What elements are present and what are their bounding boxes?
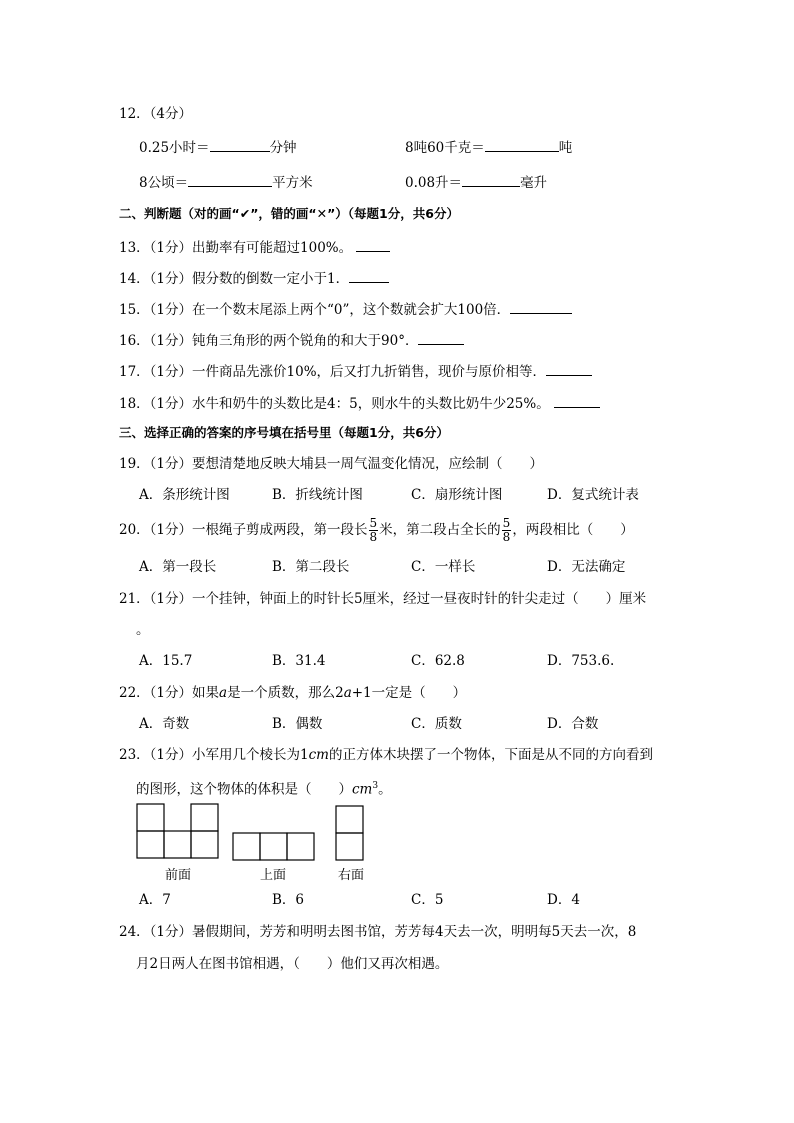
- q23-line1: [119, 746, 653, 764]
- judge-text: 13．（1分）出勤率有可能超过100%。: [119, 240, 353, 256]
- cube-face: [287, 833, 314, 860]
- q12-c-left: 8公顷＝: [139, 175, 189, 191]
- cube-face: [191, 831, 218, 858]
- q24-line2: 月2日两人在图书馆相遇，（ ）他们又再次相遇。: [136, 956, 449, 972]
- q20-part1: 20．（1分）一根绳子剪成两段，第一段长: [119, 522, 368, 538]
- variable: a: [219, 685, 228, 701]
- q12-a-right: 分钟: [269, 140, 297, 156]
- judge-text: 15．（1分）在一个数末尾添上两个“0”，这个数就会扩大100倍．: [119, 302, 511, 318]
- q12-a: [139, 137, 297, 157]
- option-c[interactable]: C．扇形统计图: [411, 487, 503, 503]
- q24-line1: 24．（1分）暑假期间，芳芳和明明去图书馆，芳芳每4天去一次，明明每5天去一次，8: [119, 924, 637, 940]
- option-a[interactable]: A．奇数: [139, 716, 190, 732]
- q12-d-left: 0.08升＝: [405, 175, 463, 191]
- cube-face: [191, 804, 218, 831]
- q12-b-right: 吨: [558, 140, 573, 156]
- q23-line2: [136, 777, 392, 799]
- option-a[interactable]: A．15.7: [139, 653, 193, 669]
- answer-blank[interactable]: [188, 172, 272, 187]
- judge-text: 14．（1分）假分数的倒数一定小于1．: [119, 271, 350, 287]
- q23-part1: 23．（1分）小军用几个棱长为1: [119, 747, 309, 763]
- fraction: [502, 517, 512, 544]
- option-d[interactable]: D．753.6.: [547, 653, 615, 669]
- q12-c: [139, 172, 313, 192]
- cube-face: [164, 831, 191, 858]
- option-d[interactable]: D．复式统计表: [547, 487, 639, 503]
- fraction-denominator: 8: [369, 530, 378, 544]
- judge-question: [119, 330, 464, 350]
- q12-c-right: 平方米: [272, 175, 313, 191]
- q12-a-left: 0.25小时＝: [139, 140, 210, 156]
- option-a[interactable]: A．第一段长: [139, 559, 217, 575]
- judge-text: 17．（1分）一件商品先涨价10%，后又打九折销售，现价与原价相等．: [119, 364, 547, 380]
- q23-line2b: 。: [378, 781, 392, 798]
- option-b[interactable]: B．折线统计图: [272, 487, 363, 503]
- q12-b: [405, 137, 572, 157]
- q21-line2: 。: [136, 622, 150, 638]
- answer-blank[interactable]: [210, 137, 270, 152]
- section2-title: 二、判断题（对的画“✔”，错的画“✕”）（每题1分，共6分）: [119, 206, 459, 221]
- q22-part1: 22．（1分）如果: [119, 685, 220, 701]
- cube-face: [336, 833, 363, 860]
- judge-question: [119, 268, 389, 288]
- caption-front: 前面: [165, 868, 192, 883]
- q22-part3: +1一定是（ ）: [351, 685, 467, 701]
- fraction: [369, 517, 379, 544]
- option-c[interactable]: C．5: [411, 892, 444, 908]
- front-view-figure: [136, 802, 220, 860]
- fraction-numerator: 5: [369, 516, 378, 530]
- judge-question: [119, 237, 390, 257]
- judge-question: [119, 299, 572, 319]
- unit: cm: [308, 747, 329, 763]
- cube-face: [260, 833, 287, 860]
- cube-face: [336, 806, 363, 833]
- option-a[interactable]: A．条形统计图: [139, 487, 230, 503]
- q21-line1: 21．（1分）一个挂钟，钟面上的时针长5厘米，经过一昼夜时针的针尖走过（ ）厘米: [119, 591, 647, 607]
- section3-title: 三、选择正确的答案的序号填在括号里（每题1分，共6分）: [119, 425, 449, 440]
- q12-d: [405, 172, 547, 192]
- option-c[interactable]: C．一样长: [411, 559, 476, 575]
- cube-face: [137, 831, 164, 858]
- answer-blank[interactable]: [418, 330, 464, 345]
- superscript: 3: [372, 781, 379, 791]
- cube-face: [233, 833, 260, 860]
- q19-text: 19．（1分）要想清楚地反映大埔县一周气温变化情况，应绘制（ ）: [119, 456, 544, 472]
- unit: cm: [352, 781, 373, 798]
- q12-b-left: 8吨60千克＝: [405, 140, 485, 156]
- option-d[interactable]: D．无法确定: [547, 559, 626, 575]
- option-c[interactable]: C．质数: [411, 716, 462, 732]
- answer-blank[interactable]: [462, 172, 520, 187]
- judge-question: [119, 393, 600, 413]
- top-view-figure: [232, 832, 316, 862]
- judge-text: 18．（1分）水牛和奶牛的头数比是4：5，则水牛的头数比奶牛少25%。: [119, 396, 550, 412]
- option-b[interactable]: B．31.4: [272, 653, 326, 669]
- answer-blank[interactable]: [546, 361, 592, 376]
- answer-blank[interactable]: [485, 137, 559, 152]
- q20-part3: ，两段相比（ ）: [512, 522, 634, 538]
- answer-blank[interactable]: [554, 393, 600, 408]
- q22-text: [119, 684, 466, 702]
- right-view-figure: [335, 805, 365, 862]
- cube-face: [137, 804, 164, 831]
- option-b[interactable]: B．6: [272, 892, 305, 908]
- answer-blank[interactable]: [510, 299, 572, 314]
- q23-line2a: 的图形，这个物体的体积是（ ）: [136, 781, 352, 798]
- q23-part2: 的正方体木块摆了一个物体，下面是从不同的方向看到: [328, 747, 653, 763]
- answer-blank[interactable]: [356, 237, 390, 252]
- q12-d-right: 毫升: [520, 175, 548, 191]
- variable: a: [343, 685, 352, 701]
- q22-part2: 是一个质数，那么2: [227, 685, 344, 701]
- option-b[interactable]: B．偶数: [272, 716, 323, 732]
- q12-head: 12．（4分）: [119, 106, 193, 122]
- caption-top: 上面: [260, 868, 287, 883]
- option-c[interactable]: C．62.8: [411, 653, 465, 669]
- judge-question: [119, 361, 592, 381]
- option-d[interactable]: D．4: [547, 892, 580, 908]
- answer-blank[interactable]: [349, 268, 389, 283]
- option-d[interactable]: D．合数: [547, 716, 599, 732]
- q20-part2: 米，第二段占全长的: [379, 522, 501, 538]
- option-b[interactable]: B．第二段长: [272, 559, 350, 575]
- option-a[interactable]: A．7: [139, 892, 171, 908]
- judge-text: 16．（1分）钝角三角形的两个锐角的和大于90°．: [119, 333, 419, 349]
- fraction-numerator: 5: [502, 516, 511, 530]
- q20-text: [119, 515, 634, 545]
- fraction-denominator: 8: [502, 530, 511, 544]
- caption-right: 右面: [338, 868, 365, 883]
